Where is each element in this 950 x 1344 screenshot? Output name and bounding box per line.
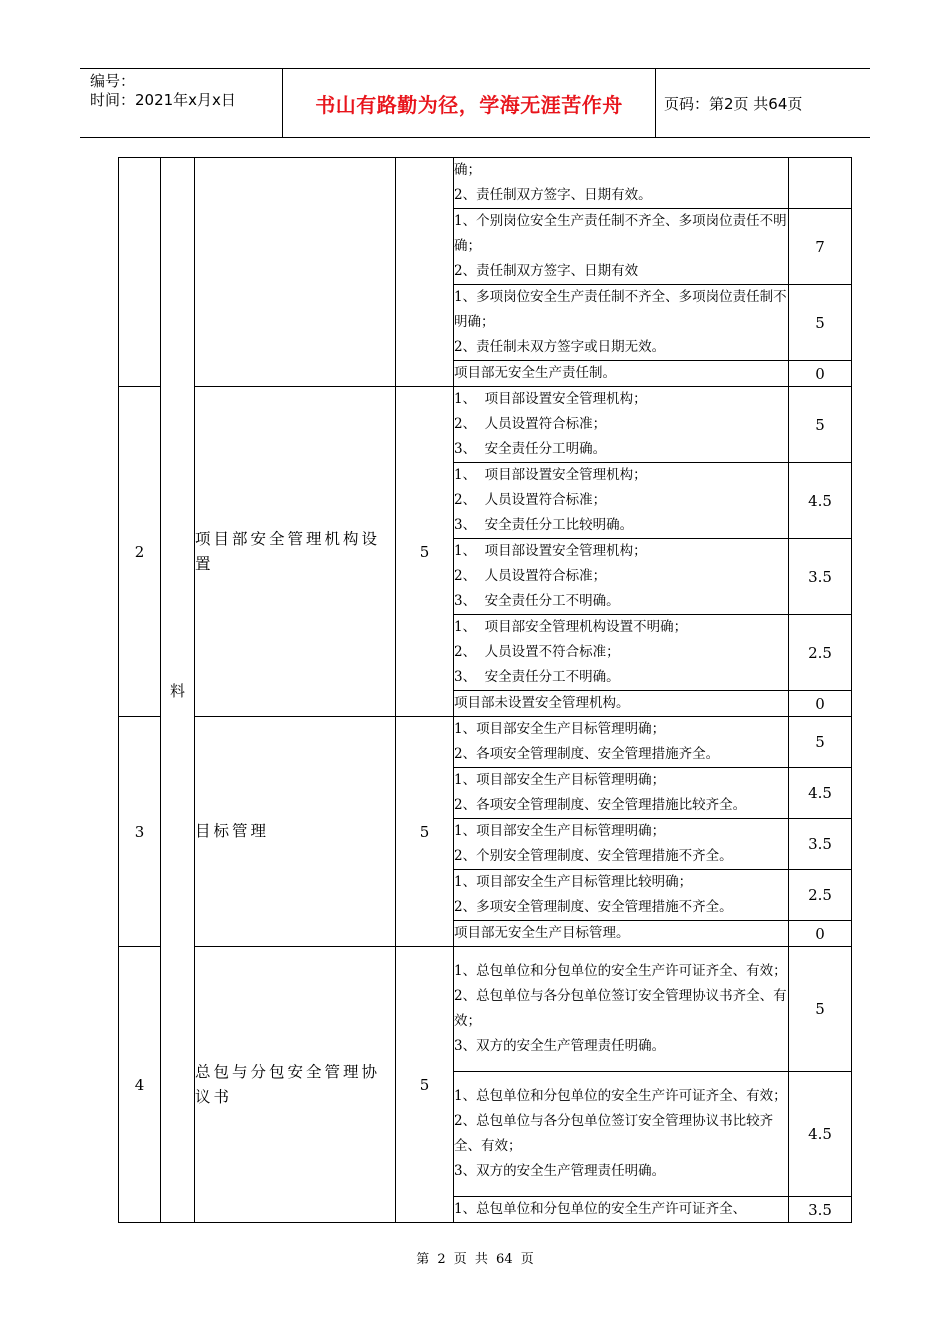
criteria-line: 1、 项目部设置安全管理机构；: [454, 467, 647, 483]
criteria-cell: [454, 539, 789, 615]
criteria-line: 3、 安全责任分工不明确。: [454, 593, 620, 609]
points-cell: 5: [789, 285, 852, 361]
criteria-line: 3、 安全责任分工明确。: [454, 441, 607, 457]
criteria-line: 1、项目部安全生产目标管理比较明确；: [454, 874, 693, 890]
points-cell: 3.5: [789, 1197, 852, 1223]
criteria-line: 3、 安全责任分工比较明确。: [454, 517, 634, 533]
criteria-cell: [454, 158, 789, 209]
points-cell: 4.5: [789, 463, 852, 539]
criteria-line: 2、责任制双方签字、日期有效。: [454, 187, 652, 203]
criteria-line: 1、 项目部设置安全管理机构；: [454, 391, 647, 407]
points-cell: [789, 158, 852, 209]
item-score-cell: [396, 158, 454, 387]
criteria-cell: [454, 1072, 789, 1197]
criteria-line: 2、个别安全管理制度、安全管理措施不齐全。: [454, 848, 733, 864]
criteria-cell: [454, 691, 789, 717]
criteria-cell: [454, 768, 789, 819]
item-number-cell: [119, 158, 161, 387]
criteria-cell: [454, 947, 789, 1072]
criteria-line: 1、 项目部设置安全管理机构；: [454, 543, 647, 559]
criteria-cell: [454, 819, 789, 870]
item-score: 5: [396, 947, 454, 1223]
table-row: [119, 947, 852, 1072]
criteria-cell: [454, 921, 789, 947]
points-cell: 2.5: [789, 615, 852, 691]
item-score: 5: [396, 387, 454, 717]
criteria-line: 2、责任制双方签字、日期有效: [454, 263, 639, 279]
table-row: [119, 717, 852, 768]
item-number: 3: [119, 717, 161, 947]
criteria-line: 3、 安全责任分工不明确。: [454, 669, 620, 685]
points-cell: 3.5: [789, 539, 852, 615]
header-motto-cell: [282, 69, 656, 137]
points-cell: 3.5: [789, 819, 852, 870]
criteria-line: 2、 人员设置不符合标准；: [454, 644, 620, 660]
points-cell: 2.5: [789, 870, 852, 921]
page-info: 页码：第2页 共64页: [664, 94, 803, 113]
criteria-line: 项目部无安全生产责任制。: [454, 365, 616, 381]
criteria-cell: [454, 387, 789, 463]
criteria-line: 2、责任制未双方签字或日期无效。: [454, 339, 666, 355]
table-row: [119, 158, 852, 209]
category-char: 料: [169, 681, 185, 700]
criteria-line: 1、总包单位和分包单位的安全生产许可证齐全、有效；: [454, 963, 787, 979]
points-cell: 7: [789, 209, 852, 285]
criteria-line: 2、各项安全管理制度、安全管理措施比较齐全。: [454, 797, 747, 813]
criteria-line: 3、双方的安全生产管理责任明确。: [454, 1038, 666, 1054]
table-row: [119, 387, 852, 463]
criteria-cell: [454, 285, 789, 361]
points-cell: 4.5: [789, 768, 852, 819]
criteria-cell: [454, 463, 789, 539]
criteria-line: 2、总包单位与各分包单位签订安全管理协议书齐全、有效；: [454, 988, 787, 1029]
criteria-line: 1、总包单位和分包单位的安全生产许可证齐全、有效；: [454, 1088, 787, 1104]
points-cell: 5: [789, 947, 852, 1072]
criteria-line: 1、项目部安全生产目标管理明确；: [454, 721, 666, 737]
criteria-line: 3、双方的安全生产管理责任明确。: [454, 1163, 666, 1179]
criteria-line: 1、 项目部安全管理机构设置不明确；: [454, 619, 688, 635]
header-page-cell: [656, 69, 870, 137]
criteria-line: 1、总包单位和分包单位的安全生产许可证齐全、: [454, 1201, 747, 1217]
date-line: 时间：2021年x月x日: [90, 91, 236, 109]
criteria-cell: [454, 870, 789, 921]
criteria-cell: [454, 615, 789, 691]
points-cell: 0: [789, 361, 852, 387]
assessment-table: [118, 157, 852, 1223]
item-name-cell: [195, 158, 396, 387]
points-cell: 4.5: [789, 1072, 852, 1197]
page-header: [80, 68, 870, 138]
page-footer: 第 2 页 共 64 页: [416, 1252, 534, 1267]
criteria-line: 1、项目部安全生产目标管理明确；: [454, 823, 666, 839]
criteria-cell: [454, 717, 789, 768]
item-name: 目标管理: [195, 717, 396, 947]
criteria-line: 确；: [454, 162, 481, 178]
criteria-line: 2、 人员设置符合标准；: [454, 568, 607, 584]
criteria-cell: [454, 1197, 789, 1223]
item-number: 4: [119, 947, 161, 1223]
criteria-cell: [454, 209, 789, 285]
points-cell: 0: [789, 691, 852, 717]
points-cell: 0: [789, 921, 852, 947]
criteria-line: 2、各项安全管理制度、安全管理措施齐全。: [454, 746, 720, 762]
criteria-line: 2、 人员设置符合标准；: [454, 416, 607, 432]
header-meta: [80, 69, 282, 137]
criteria-line: 项目部无安全生产目标管理。: [454, 925, 630, 941]
criteria-line: 2、 人员设置符合标准；: [454, 492, 607, 508]
category-cell: [161, 158, 195, 1223]
criteria-line: 2、总包单位与各分包单位签订安全管理协议书比较齐全、有效；: [454, 1113, 774, 1154]
item-name: 项目部安全管理机构设置: [195, 387, 396, 717]
item-name: 总包与分包安全管理协议书: [195, 947, 396, 1223]
criteria-line: 1、多项岗位安全生产责任制不齐全、多项岗位责任制不明确；: [454, 289, 787, 330]
serial-label: 编号：: [90, 72, 136, 90]
motto: 书山有路勤为径，学海无涯苦作舟: [315, 92, 623, 117]
points-cell: 5: [789, 387, 852, 463]
criteria-line: 2、多项安全管理制度、安全管理措施不齐全。: [454, 899, 733, 915]
item-score: 5: [396, 717, 454, 947]
points-cell: 5: [789, 717, 852, 768]
criteria-line: 项目部未设置安全管理机构。: [454, 695, 630, 711]
criteria-cell: [454, 361, 789, 387]
item-number: 2: [119, 387, 161, 717]
criteria-line: 1、个别岗位安全生产责任制不齐全、多项岗位责任不明确；: [454, 213, 787, 254]
criteria-line: 1、项目部安全生产目标管理明确；: [454, 772, 666, 788]
